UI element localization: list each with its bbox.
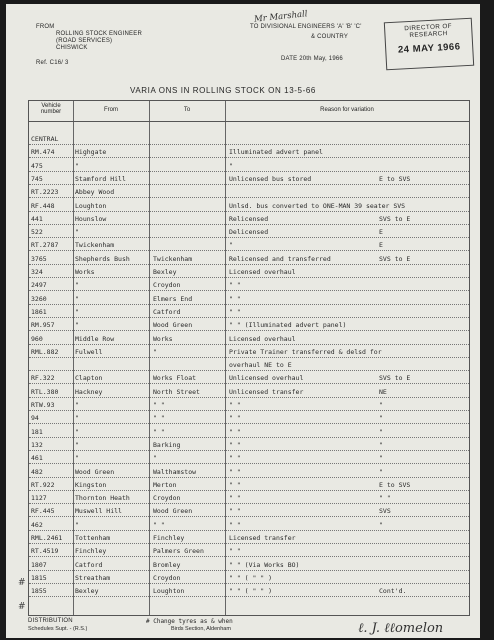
- cell-dest: ": [379, 467, 383, 476]
- document-sheet: [6, 4, 480, 638]
- document-date: DATE 20th May, 1966: [281, 56, 343, 62]
- cell-to: " ": [153, 401, 165, 409]
- row-divider: [29, 171, 469, 172]
- row-divider: [29, 184, 469, 185]
- cell-veh: 324: [31, 268, 43, 276]
- cell-veh: 132: [31, 440, 43, 449]
- cell-reason: " ": [229, 467, 241, 476]
- footnote-line-2: Birds Section, Aldenham: [171, 626, 231, 632]
- row-divider: [29, 264, 469, 265]
- cell-reason: " ": [229, 427, 241, 436]
- cell-to: Twickenham: [153, 254, 193, 263]
- row-divider: [29, 450, 469, 451]
- cell-from: Catford: [75, 560, 103, 569]
- cell-reason: Licensed transfer: [229, 534, 296, 542]
- cell-to: ": [153, 454, 157, 463]
- row-divider: [29, 277, 469, 278]
- cell-reason: Private Trainer transferred & delsd for: [229, 347, 382, 356]
- cell-from: ": [75, 520, 79, 529]
- cell-veh: RT.922: [31, 480, 55, 489]
- cell-from: ": [75, 401, 79, 409]
- from-line-1: ROLLING STOCK ENGINEER: [56, 31, 142, 37]
- from-line-3: CHISWICK: [56, 45, 88, 51]
- row-divider: [29, 410, 469, 411]
- cell-veh: 462: [31, 520, 43, 529]
- cell-to: Elmers End: [153, 294, 193, 303]
- cell-reason: " ": [229, 294, 241, 303]
- cell-veh: 1815: [31, 573, 47, 582]
- cell-reason: Unlicensed transfer: [229, 387, 304, 396]
- margin-mark-2: #: [18, 602, 26, 612]
- cell-dest: E: [379, 241, 383, 250]
- cell-from: Abbey Wood: [75, 188, 115, 197]
- row-divider: [29, 583, 469, 584]
- cell-reason: " ": [229, 454, 241, 463]
- cell-to: Wood Green: [153, 321, 193, 330]
- stamp-line-1: DIRECTOR OF: [404, 22, 453, 33]
- cell-reason: " " ( " " ): [229, 573, 273, 582]
- cell-veh: RT.2787: [31, 241, 59, 250]
- distribution-recipient: Schedules Supt. - (R.S.): [28, 626, 88, 632]
- cell-from: ": [75, 228, 79, 237]
- document-title: VARIA ONS IN ROLLING STOCK ON 13-5-66: [130, 86, 316, 95]
- cell-from: Clapton: [75, 374, 103, 383]
- cell-dest: SVS to E: [379, 254, 411, 263]
- row-divider: [29, 477, 469, 478]
- cell-dest: " ": [379, 494, 391, 503]
- cell-to: Walthamstow: [153, 467, 197, 476]
- cell-reason: " ": [229, 414, 241, 423]
- row-divider: [29, 556, 469, 557]
- cell-veh: 745: [31, 174, 43, 183]
- cell-from: Fulwell: [75, 347, 103, 356]
- cell-veh: RM.957: [31, 321, 55, 330]
- cell-veh: 522: [31, 228, 43, 237]
- reference: Ref. C16/ 3: [36, 60, 69, 66]
- cell-from: Finchley: [75, 547, 107, 556]
- cell-dest: E to SVS: [379, 174, 411, 183]
- cell-dest: ": [379, 520, 383, 529]
- row-divider: [29, 437, 469, 438]
- column-header-reason: Reason for variation: [320, 107, 374, 113]
- cell-veh: 3260: [31, 294, 47, 303]
- cell-reason: Illuminated advert panel: [229, 148, 323, 157]
- cell-veh: 441: [31, 214, 43, 223]
- cell-reason: " ": [229, 507, 241, 516]
- cell-reason: " ": [229, 547, 241, 556]
- cell-veh: 960: [31, 334, 43, 343]
- cell-dest: E to SVS: [379, 480, 411, 489]
- cell-reason: Unlicensed bus stored: [229, 174, 312, 183]
- cell-reason: Licensed overhaul: [229, 268, 296, 276]
- cell-from: Loughton: [75, 201, 107, 210]
- cell-from: Twickenham: [75, 241, 115, 250]
- cell-from: Highgate: [75, 148, 107, 157]
- row-divider: [29, 490, 469, 491]
- cell-from: ": [75, 321, 79, 330]
- cell-reason: " ": [229, 520, 241, 529]
- cell-reason: Unlicensed overhaul: [229, 374, 304, 383]
- footnote-line-1: # Change tyres as & when: [146, 618, 233, 625]
- cell-veh: RML.882: [31, 347, 59, 356]
- cell-to: " ": [153, 520, 165, 529]
- cell-veh: RF.445: [31, 507, 55, 516]
- cell-veh: RT.2223: [31, 188, 59, 197]
- cell-reason: " " (Via Works BO): [229, 560, 300, 569]
- cell-from: ": [75, 294, 79, 303]
- cell-from: Works: [75, 268, 95, 276]
- cell-reason: Relicensed and transferred: [229, 254, 331, 263]
- row-divider: [29, 250, 469, 251]
- row-divider: [29, 224, 469, 225]
- cell-to: Bromley: [153, 560, 181, 569]
- row-divider: [29, 423, 469, 424]
- cell-from: ": [75, 440, 79, 449]
- cell-from: Hackney: [75, 387, 103, 396]
- cell-from: Tottenham: [75, 534, 111, 542]
- cell-reason: ": [229, 161, 233, 170]
- cell-reason: Licensed overhaul: [229, 334, 296, 343]
- cell-from: Wood Green: [75, 467, 115, 476]
- cell-veh: 1855: [31, 587, 47, 596]
- row-divider: [29, 330, 469, 331]
- cell-to: Wood Green: [153, 507, 193, 516]
- row-divider: [29, 197, 469, 198]
- cell-to: Merton: [153, 480, 177, 489]
- cell-veh: RF.448: [31, 201, 55, 210]
- row-divider: [29, 397, 469, 398]
- cell-veh: 94: [31, 414, 39, 423]
- cell-from: Bexley: [75, 587, 99, 596]
- cell-reason: " ": [229, 401, 241, 409]
- cell-from: Kingston: [75, 480, 107, 489]
- to-line-1: TO DIVISIONAL ENGINEERS 'A' 'B' 'C': [250, 24, 362, 30]
- cell-veh: RTW.93: [31, 401, 55, 409]
- row-divider: [29, 503, 469, 504]
- cell-to: Works: [153, 334, 173, 343]
- cell-to: Croydon: [153, 281, 181, 290]
- cell-veh: RT.4519: [31, 547, 59, 556]
- cell-dest: ": [379, 454, 383, 463]
- row-divider: [29, 317, 469, 318]
- cell-dest: ": [379, 440, 383, 449]
- row-divider: [29, 357, 469, 358]
- row-divider: [29, 211, 469, 212]
- cell-veh: 2497: [31, 281, 47, 290]
- cell-dest: SVS to E: [379, 214, 411, 223]
- variations-table: [28, 100, 470, 616]
- distribution-label: DISTRIBUTION: [28, 618, 73, 624]
- cell-dest: NE: [379, 387, 387, 396]
- cell-to: ": [153, 347, 157, 356]
- cell-reason: " ": [229, 307, 241, 316]
- from-label: FROM: [36, 24, 55, 30]
- cell-from: Thornton Heath: [75, 494, 130, 503]
- row-divider: [29, 570, 469, 571]
- cell-veh: RML.2461: [31, 534, 63, 542]
- row-divider: [29, 383, 469, 384]
- cell-dest: ": [379, 414, 383, 423]
- cell-to: Loughton: [153, 587, 185, 596]
- cell-reason: overhaul NE to E: [229, 361, 292, 370]
- cell-reason: Relicensed: [229, 214, 269, 223]
- cell-to: North Street: [153, 387, 200, 396]
- cell-to: " ": [153, 414, 165, 423]
- cell-to: Works Float: [153, 374, 197, 383]
- stamp-date: 24 MAY 1966: [397, 41, 461, 56]
- cell-veh: 3765: [31, 254, 47, 263]
- cell-veh: 181: [31, 427, 43, 436]
- cell-veh: 461: [31, 454, 43, 463]
- row-divider: [29, 370, 469, 371]
- cell-dest: ": [379, 401, 383, 409]
- row-divider: [29, 144, 469, 145]
- cell-to: Bexley: [153, 268, 177, 276]
- stamp-line-2: RESEARCH: [409, 30, 448, 40]
- cell-reason: " ": [229, 440, 241, 449]
- cell-to: Croydon: [153, 494, 181, 503]
- cell-veh: CENTRAL: [31, 135, 59, 143]
- cell-from: ": [75, 281, 79, 290]
- cell-reason: " " (Illuminated advert panel): [229, 321, 347, 330]
- row-divider: [29, 516, 469, 517]
- cell-from: Middle Row: [75, 334, 115, 343]
- column-header-from: From: [104, 107, 118, 113]
- cell-dest: E: [379, 228, 383, 237]
- cell-veh: RM.474: [31, 148, 55, 157]
- cell-reason: " ": [229, 281, 241, 290]
- cell-veh: 1127: [31, 494, 47, 503]
- cell-to: " ": [153, 427, 165, 436]
- row-divider: [29, 543, 469, 544]
- row-divider: [29, 530, 469, 531]
- cell-from: Hounslow: [75, 214, 107, 223]
- cell-reason: ": [229, 241, 233, 250]
- cell-reason: " ": [229, 480, 241, 489]
- cell-from: Streatham: [75, 573, 111, 582]
- cell-dest: SVS: [379, 507, 391, 516]
- cell-from: Muswell Hill: [75, 507, 122, 516]
- cell-from: Stamford Hill: [75, 174, 126, 183]
- cell-to: Croydon: [153, 573, 181, 582]
- row-divider: [29, 596, 469, 597]
- cell-reason: " " ( " " ): [229, 587, 273, 596]
- cell-veh: 482: [31, 467, 43, 476]
- row-divider: [29, 463, 469, 464]
- row-divider: [29, 304, 469, 305]
- row-divider: [29, 237, 469, 238]
- column-header-vehicle: Vehicle number: [40, 103, 62, 115]
- signature: ℓ. J. ℓℓomelon: [358, 621, 444, 636]
- cell-to: Finchley: [153, 534, 185, 542]
- cell-from: ": [75, 427, 79, 436]
- cell-dest: ": [379, 427, 383, 436]
- cell-reason: Unlsd. bus converted to ONE-MAN 39 seater SVS: [229, 201, 406, 210]
- from-line-2: (ROAD SERVICES): [56, 38, 113, 44]
- cell-dest: Cont'd.: [379, 587, 407, 596]
- column-header-to: To: [183, 107, 191, 113]
- cell-from: ": [75, 161, 79, 170]
- cell-reason: " ": [229, 494, 241, 503]
- to-line-2: & COUNTRY: [311, 34, 349, 40]
- cell-from: ": [75, 307, 79, 316]
- cell-veh: 1861: [31, 307, 47, 316]
- cell-from: ": [75, 454, 79, 463]
- handwritten-note: Mr Marshall: [253, 9, 309, 25]
- cell-reason: Delicensed: [229, 228, 269, 237]
- cell-dest: SVS to E: [379, 374, 411, 383]
- cell-veh: RTL.380: [31, 387, 59, 396]
- cell-from: ": [75, 414, 79, 423]
- cell-from: Shepherds Bush: [75, 254, 130, 263]
- cell-veh: RF.322: [31, 374, 55, 383]
- cell-to: Palmers Green: [153, 547, 204, 556]
- margin-mark-1: #: [18, 578, 26, 588]
- cell-veh: 475: [31, 161, 43, 170]
- received-stamp: [384, 18, 474, 71]
- cell-veh: 1807: [31, 560, 47, 569]
- cell-to: Barking: [153, 440, 181, 449]
- row-divider: [29, 290, 469, 291]
- row-divider: [29, 344, 469, 345]
- row-divider: [29, 157, 469, 158]
- cell-to: Catford: [153, 307, 181, 316]
